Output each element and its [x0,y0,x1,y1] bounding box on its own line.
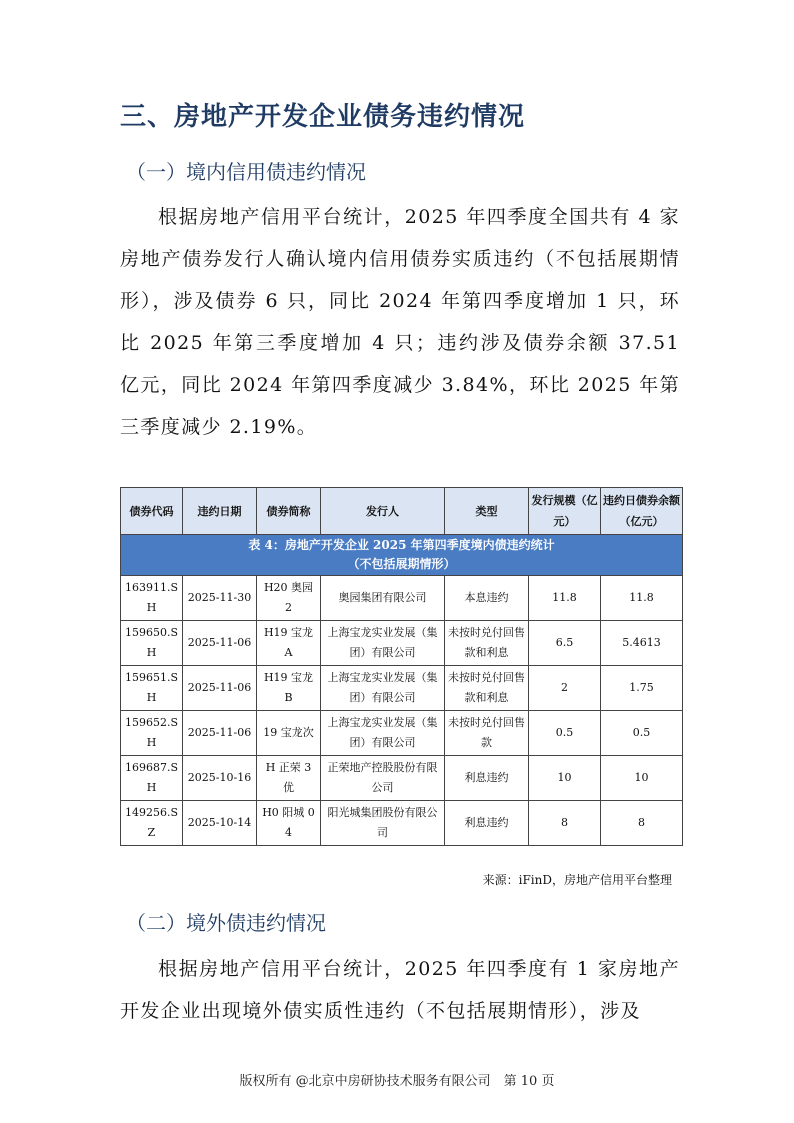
table-header-cell: 违约日债券余额（亿元） [601,488,683,535]
table-cell: H20 奥园 2 [257,576,321,621]
section-heading: 三、房地产开发企业债务违约情况 [120,102,526,132]
table-cell: 159650.SH [121,621,183,666]
table-row [121,621,683,666]
table-cell: 6.5 [529,621,601,666]
table-cell: 本息违约 [445,576,529,621]
page-footer: 版权所有 @北京中房研协技术服务有限公司 第 10 页 [239,1074,555,1089]
table-row [121,801,683,846]
table-cell: 163911.SH [121,576,183,621]
table-cell: 利息违约 [445,801,529,846]
table-caption-line1: 表 4：房地产开发企业 2025 年第四季度境内债违约统计 [248,538,555,552]
table-row [121,576,683,621]
paragraph-domestic: 根据房地产信用平台统计，2025 年四季度全国共有 4 家房地产债券发行人确认境内信用债券实质违约（不包括展期情形），涉及债券 6 只，同比 2024 年第四季度增加 1 只，环比 2025 年第三季度增加 4 只；违约涉及债券余额 37.51 亿元，同比 2024 年第四季度减少 3.84%，环比 2025 年第三季度减少 2.19%。 [120,206,680,438]
table-cell: 2025-10-14 [183,801,257,846]
subsection-title-domestic: （一）境内信用债违约情况 [126,160,366,184]
table-cell: 8 [529,801,601,846]
table-cell: 上海宝龙实业发展（集团）有限公司 [321,621,445,666]
table-header-cell: 发行人 [321,488,445,535]
table-cell: 169687.SH [121,756,183,801]
table-cell: 149256.SZ [121,801,183,846]
table-cell: 利息违约 [445,756,529,801]
table-cell: 1.75 [601,666,683,711]
table-cell: H0 阳城 04 [257,801,321,846]
table-cell: 上海宝龙实业发展（集团）有限公司 [321,711,445,756]
table-cell: 2025-11-06 [183,711,257,756]
table-row [121,711,683,756]
subsection-title-overseas: （二）境外债违约情况 [126,911,326,935]
table-cell: H19 宝龙 A [257,621,321,666]
table-cell: 159651.SH [121,666,183,711]
table-row [121,666,683,711]
table-cell: 2025-10-16 [183,756,257,801]
table-cell: 上海宝龙实业发展（集团）有限公司 [321,666,445,711]
table-cell: 8 [601,801,683,846]
table-header-cell: 类型 [445,488,529,535]
default-statistics-table [120,487,683,846]
table-caption-line2: （不包括展期情形） [347,557,456,571]
table-header-cell: 债券简称 [257,488,321,535]
table-header-cell: 违约日期 [183,488,257,535]
table-cell: 11.8 [601,576,683,621]
table-cell: 未按时兑付回售款和利息 [445,621,529,666]
table-cell: H19 宝龙 B [257,666,321,711]
table-cell: 2 [529,666,601,711]
table-cell: 19 宝龙次 [257,711,321,756]
table-caption-row [121,535,683,576]
table-cell: 未按时兑付回售款和利息 [445,666,529,711]
table-cell: 2025-11-30 [183,576,257,621]
table-cell: 159652.SH [121,711,183,756]
table-cell: 阳光城集团股份有限公司 [321,801,445,846]
table-cell: 未按时兑付回售款 [445,711,529,756]
table-header-row [121,488,683,535]
table-row [121,756,683,801]
table-cell: 2025-11-06 [183,666,257,711]
paragraph-overseas: 根据房地产信用平台统计，2025 年四季度有 1 家房地产开发企业出现境外债实质性违约（不包括展期情形），涉及 [120,958,680,1022]
table-cell: 0.5 [529,711,601,756]
table-body [121,576,683,846]
table-cell: H 正荣 3 优 [257,756,321,801]
table-cell: 10 [529,756,601,801]
table-cell: 0.5 [601,711,683,756]
table-caption [121,535,683,576]
table-cell: 正荣地产控股股份有限公司 [321,756,445,801]
table-cell: 11.8 [529,576,601,621]
table-header-cell: 发行规模（亿元） [529,488,601,535]
table-cell: 10 [601,756,683,801]
table-source-note: 来源：iFinD，房地产信用平台整理 [482,873,672,887]
table-cell: 奥园集团有限公司 [321,576,445,621]
table-cell: 5.4613 [601,621,683,666]
table-cell: 2025-11-06 [183,621,257,666]
table-header-cell: 债券代码 [121,488,183,535]
